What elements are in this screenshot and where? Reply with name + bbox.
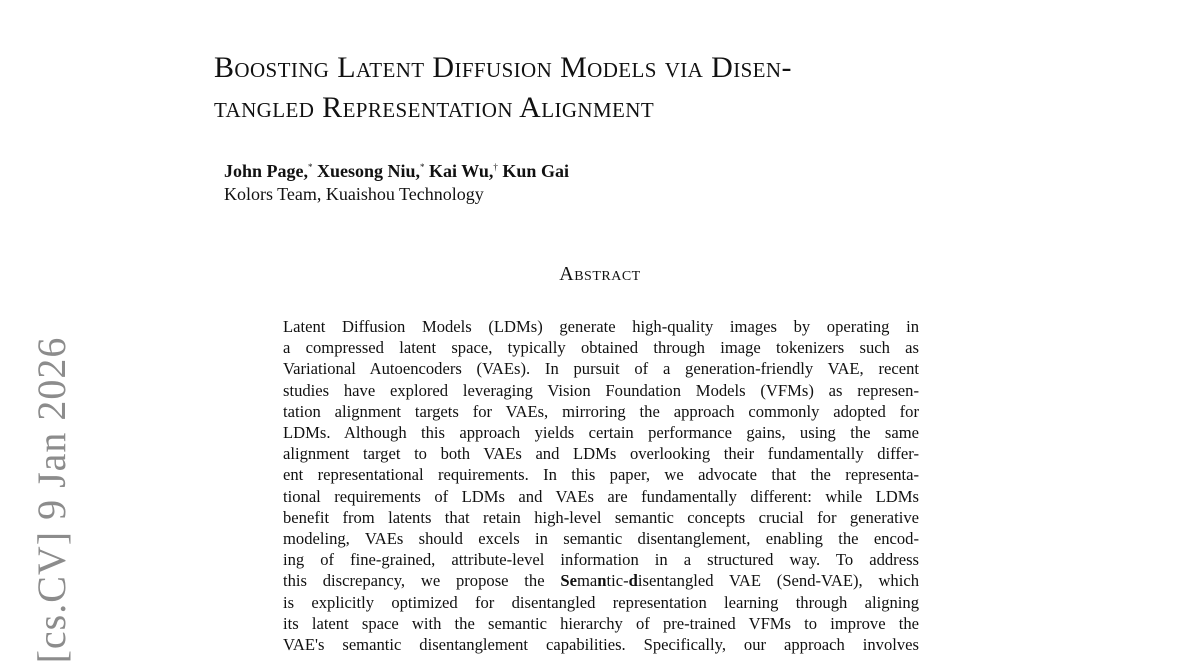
abstract-line: VAE's semantic disentanglement capabilities. Specifically, our approach involves bbox=[283, 635, 919, 655]
abstract-line: alignment target to both VAEs and LDMs overlooking their fundamentally differ- bbox=[283, 444, 919, 464]
paper-title-line: Boosting Latent Diffusion Models via Disen- bbox=[214, 51, 792, 84]
abstract-line: ent representational requirements. In this paper, we advocate that the representa- bbox=[283, 465, 919, 485]
author-name: Xuesong Niu, bbox=[317, 161, 421, 181]
author-name: Kun Gai bbox=[502, 161, 569, 181]
abstract-line: tional requirements of LDMs and VAEs are fundamentally different: while LDMs bbox=[283, 486, 919, 506]
abstract-line: is explicitly optimized for disentangled representation learning through aligning bbox=[283, 592, 919, 612]
abstract-line: its latent space with the semantic hierarchy of pre-trained VFMs to improve the bbox=[283, 613, 919, 633]
author-mark: * bbox=[420, 162, 425, 172]
author-name: John Page, bbox=[224, 161, 309, 181]
abstract-line: Latent Diffusion Models (LDMs) generate high-quality images by operating in bbox=[283, 317, 919, 336]
author bbox=[317, 161, 425, 181]
arxiv-stamp: [cs.CV] 9 Jan 2026 bbox=[29, 336, 74, 663]
abstract-line: studies have explored leveraging Vision Foundation Models (VFMs) as represen- bbox=[283, 380, 919, 400]
author-name: Kai Wu, bbox=[429, 161, 494, 181]
abstract-body bbox=[283, 316, 919, 655]
abstract-line: tation alignment targets for VAEs, mirroring the approach commonly adopted for bbox=[283, 401, 919, 421]
abstract-line: benefit from latents that retain high-level semantic concepts crucial for generative bbox=[283, 507, 919, 527]
author-mark: * bbox=[308, 162, 313, 172]
affiliation: Kolors Team, Kuaishou Technology bbox=[224, 184, 484, 204]
abstract-line: a compressed latent space, typically obtained through image tokenizers such as bbox=[283, 338, 919, 358]
abstract-line: modeling, VAEs should excels in semantic disentanglement, enabling the encod- bbox=[283, 529, 919, 549]
abstract-line: LDMs. Although this approach yields certain performance gains, using the same bbox=[283, 423, 919, 443]
abstract-heading: Abstract bbox=[559, 263, 641, 285]
author bbox=[502, 161, 569, 181]
abstract-line: ing of fine-grained, attribute-level information in a structured way. To address bbox=[283, 550, 919, 570]
author bbox=[224, 161, 313, 181]
paper-title bbox=[214, 48, 1034, 128]
abstract-line: this discrepancy, we propose the Semantic-disentangled VAE (Send-VAE), which bbox=[283, 571, 920, 591]
author-list bbox=[224, 160, 569, 182]
author bbox=[429, 161, 498, 181]
author-mark: † bbox=[493, 162, 498, 172]
paper-title-line: tangled Representation Alignment bbox=[214, 91, 655, 124]
abstract-line: Variational Autoencoders (VAEs). In pursuit of a generation-friendly VAE, recent bbox=[283, 359, 919, 379]
